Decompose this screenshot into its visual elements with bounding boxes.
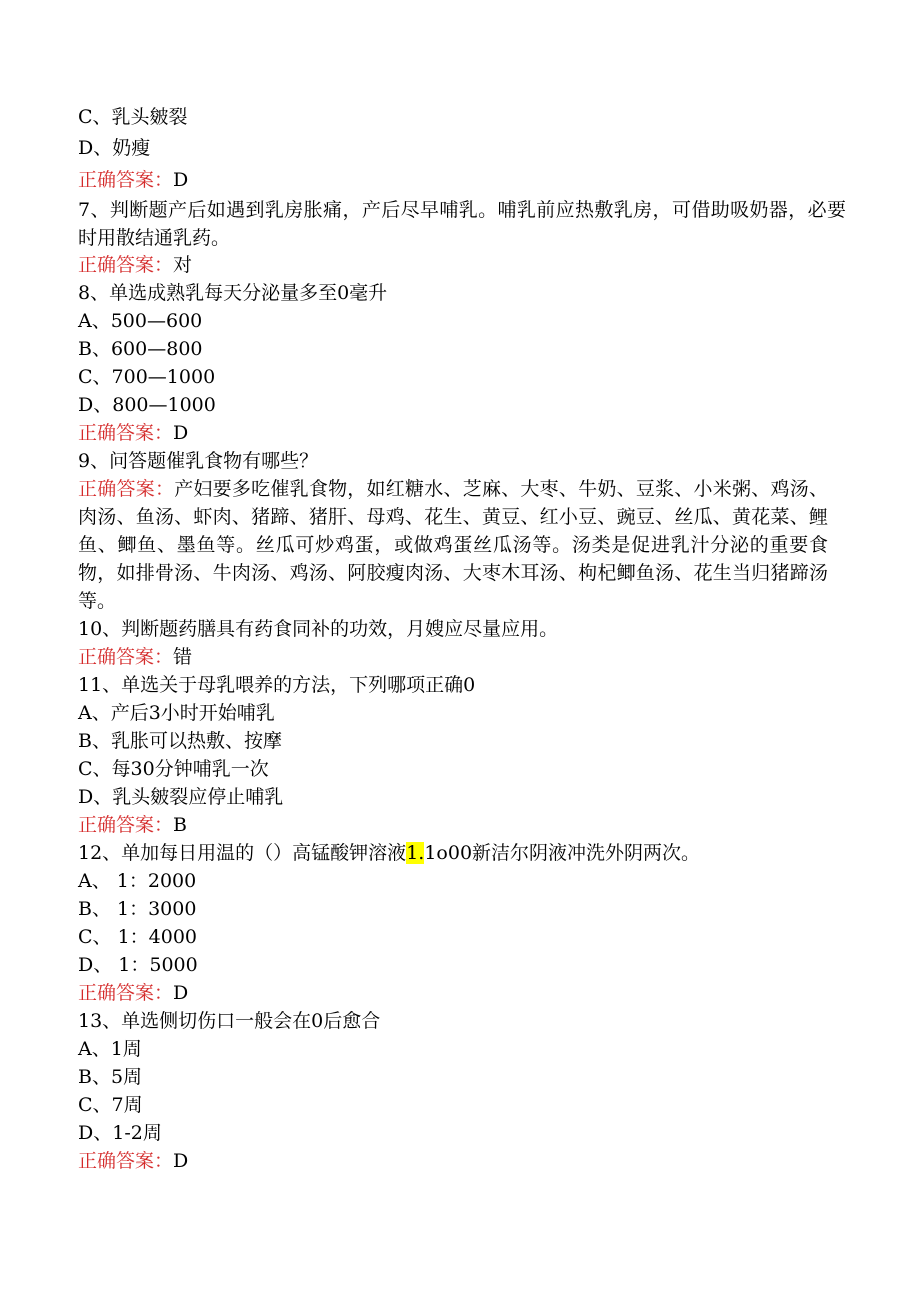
answer-value: B <box>173 814 187 836</box>
answer-value: D <box>173 982 189 1004</box>
answer-value: 错 <box>173 646 193 668</box>
answer-label: 正确答案： <box>78 254 174 276</box>
q10-answer <box>78 643 838 671</box>
q6-option-d: D、奶瘦 <box>78 137 151 159</box>
q12-answer <box>78 979 838 1007</box>
q11-option-c: C、每30分钟哺乳一次 <box>78 758 269 780</box>
q8-answer <box>78 419 838 447</box>
answer-label: 正确答案： <box>78 646 174 668</box>
q12-question <box>78 839 838 867</box>
q12-option-b: B、 1：3000 <box>78 898 197 920</box>
q12-option-a: A、 1：2000 <box>78 870 197 892</box>
q13-option-b: B、5周 <box>78 1066 143 1088</box>
q8-option-d: D、800—1000 <box>78 394 216 416</box>
q6-answer <box>78 166 838 194</box>
answer-value: D <box>173 422 189 444</box>
q6-option-c: C、乳头皴裂 <box>78 106 188 128</box>
q13-question: 13、单选侧切伤口一般会在0后愈合 <box>78 1010 381 1032</box>
answer-label: 正确答案： <box>78 169 174 191</box>
q9-question: 9、问答题催乳食物有哪些？ <box>78 450 319 472</box>
q8-option-a: A、500—600 <box>78 310 203 332</box>
answer-value: 产妇要多吃催乳食物，如红糖水、芝麻、大枣、牛奶、豆浆、小米粥、鸡汤、肉汤、鱼汤、虾肉、猪蹄、猪肝、母鸡、花生、黄豆、红小豆、豌豆、丝瓜、黄花菜、鲤鱼、鲫鱼、墨鱼等。丝瓜可炒鸡蛋，或做鸡蛋丝瓜汤等。汤类是促进乳汁分泌的重要食物，如排骨汤、牛肉汤、鸡汤、阿胶瘦肉汤、大枣木耳汤、枸杞鲫鱼汤、花生当归猪蹄汤等。 <box>78 478 828 612</box>
q12-text-after: 1o00新洁尔阴液冲洗外阴两次。 <box>424 842 701 864</box>
q11-option-d: D、乳头皴裂应停止哺乳 <box>78 786 284 808</box>
q11-option-b: B、乳胀可以热敷、按摩 <box>78 730 282 752</box>
q13-answer <box>78 1147 838 1175</box>
q12-option-d: D、 1：5000 <box>78 954 198 976</box>
q11-question: 11、单选关于母乳喂养的方法，下列哪项正确0 <box>78 674 476 696</box>
q13-option-c: C、7周 <box>78 1094 143 1116</box>
q12-option-c: C、 1：4000 <box>78 926 198 948</box>
q11-answer <box>78 811 838 839</box>
q7-question: 7、判断题产后如遇到乳房胀痛，产后尽早哺乳。哺乳前应热敷乳房，可借助吸奶器，必要时用散结通乳药。 <box>78 199 846 249</box>
answer-label: 正确答案： <box>78 478 175 500</box>
answer-value: D <box>173 169 189 191</box>
q13-option-a: A、1周 <box>78 1038 142 1060</box>
answer-label: 正确答案： <box>78 814 174 836</box>
answer-value: 对 <box>173 254 193 276</box>
q7-answer <box>78 251 838 279</box>
q12-highlight: 1. <box>406 842 425 864</box>
answer-label: 正确答案： <box>78 982 174 1004</box>
answer-value: D <box>173 1150 189 1172</box>
q12-text-before: 12、单加每日用温的（）高锰酸钾溶液 <box>78 842 407 864</box>
q13-option-d: D、1-2周 <box>78 1122 162 1144</box>
q9-answer <box>78 475 828 615</box>
answer-label: 正确答案： <box>78 422 174 444</box>
answer-label: 正确答案： <box>78 1150 174 1172</box>
q10-question: 10、判断题药膳具有药食同补的功效，月嫂应尽量应用。 <box>78 618 559 640</box>
q8-question: 8、单选成熟乳每天分泌量多至0毫升 <box>78 282 388 304</box>
q8-option-c: C、700—1000 <box>78 366 216 388</box>
q8-option-b: B、600—800 <box>78 338 203 360</box>
q11-option-a: A、产后3小时开始哺乳 <box>78 702 275 724</box>
